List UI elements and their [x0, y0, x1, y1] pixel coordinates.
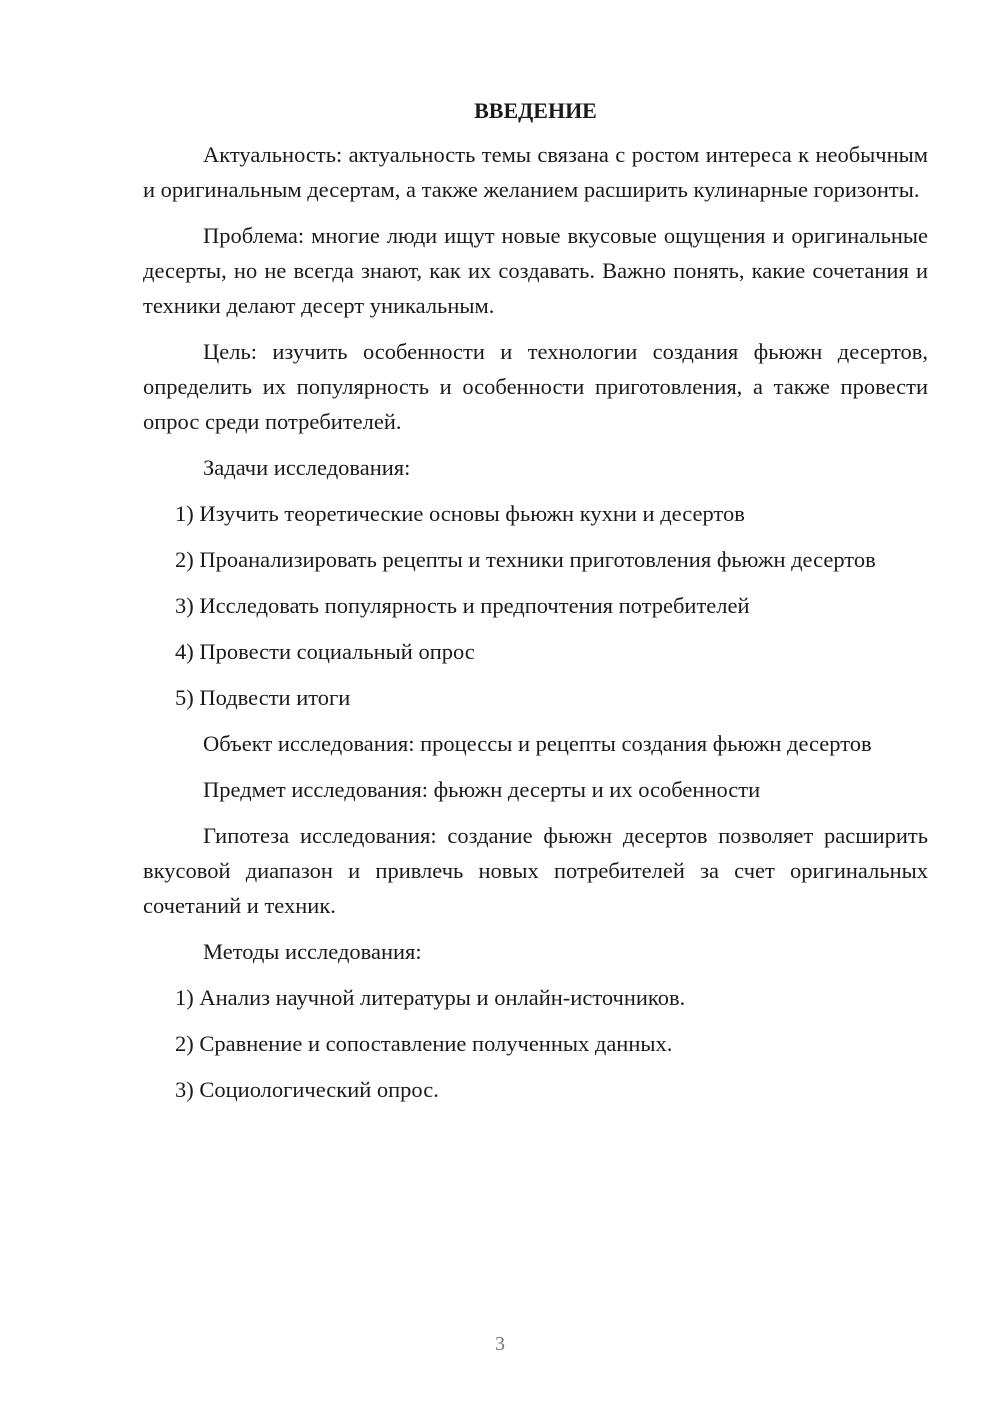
methods-heading: Методы исследования:: [203, 939, 422, 964]
methods-list: [143, 980, 928, 1107]
list-item: 1) Изучить теоретические основы фьюжн кухни и десертов: [175, 501, 745, 526]
subject-paragraph: Предмет исследования: фьюжн десерты и их особенности: [203, 777, 761, 802]
list-item: 3) Социологический опрос.: [175, 1077, 439, 1102]
list-item: 4) Провести социальный опрос: [175, 639, 475, 664]
tasks-list: [143, 496, 928, 715]
section-title: ВВЕДЕНИЕ: [474, 98, 597, 123]
page-number: 3: [495, 1333, 505, 1355]
list-item: 1) Анализ научной литературы и онлайн-источников.: [175, 985, 686, 1010]
hypothesis-paragraph: Гипотеза исследования: создание фьюжн десертов позволяет расширить вкусовой диапазон и привлечь новых потребителей за счет оригинальных сочетаний и техник.: [143, 823, 928, 918]
object-paragraph: Объект исследования: процессы и рецепты создания фьюжн десертов: [203, 731, 872, 756]
list-item: 3) Исследовать популярность и предпочтения потребителей: [175, 593, 750, 618]
list-item: 5) Подвести итоги: [175, 685, 351, 710]
problem-paragraph: Проблема: многие люди ищут новые вкусовые ощущения и оригинальные десерты, но не всегда знают, как их создавать. Важно понять, какие сочетания и техники делают десерт уникальным.: [143, 223, 928, 318]
goal-paragraph: Цель: изучить особенности и технологии создания фьюжн десертов, определить их популярность и особенности приготовления, а также провести опрос среди потребителей.: [143, 339, 928, 434]
page-content: [143, 95, 928, 1118]
tasks-heading: Задачи исследования:: [203, 455, 411, 480]
relevance-paragraph: Актуальность: актуальность темы связана с ростом интереса к необычным и оригинальным десертам, а также желанием расширить кулинарные горизонты.: [143, 142, 928, 202]
list-item: 2) Сравнение и сопоставление полученных данных.: [175, 1031, 673, 1056]
list-item: 2) Проанализировать рецепты и техники приготовления фьюжн десертов: [175, 547, 876, 572]
